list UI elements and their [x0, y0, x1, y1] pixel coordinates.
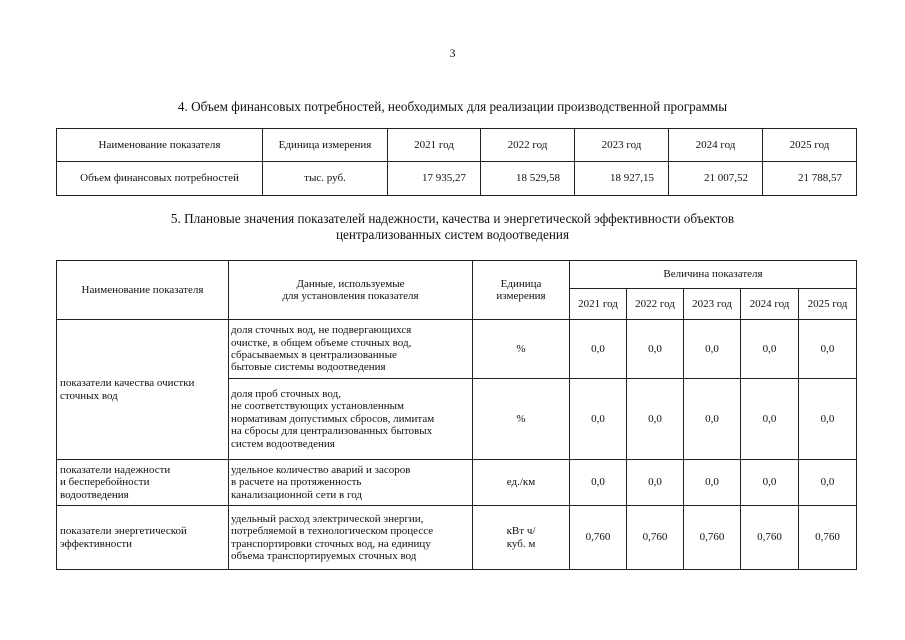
header-indicator-name: Наименование показателя [57, 129, 263, 162]
header-value-group: Величина показателя [570, 261, 857, 289]
header-year-2024: 2024 год [741, 289, 799, 320]
row-unit: кВт ч/ куб. м [473, 506, 570, 570]
value-2024: 0,0 [741, 379, 799, 460]
group-name-reliability: показатели надежности и бесперебойности водоотведения [57, 460, 229, 506]
row-unit: % [473, 320, 570, 379]
section-4-title: 4. Объем финансовых потребностей, необходимых для реализации производственной программы [177, 99, 728, 114]
value-2025: 0,0 [799, 379, 857, 460]
header-source-data [229, 261, 473, 320]
header-year-2023: 2023 год [575, 129, 669, 162]
header-year-2024: 2024 год [669, 129, 763, 162]
source-data-description: удельное количество аварий и засоров в расчете на протяженность канализационной сети в год [229, 460, 473, 506]
value-2024: 21 007,52 [669, 162, 763, 196]
header-year-2022: 2022 год [481, 129, 575, 162]
value-2024: 0,0 [741, 320, 799, 379]
value-2022: 0,0 [627, 379, 684, 460]
table-row [57, 320, 857, 379]
value-2022: 18 529,58 [481, 162, 575, 196]
source-data-description: доля проб сточных вод, не соответствующих установленным нормативам допустимых сбросов, лимитам на сбросы для централизованных бытовых систем водоотведения [229, 379, 473, 460]
header-year-2025: 2025 год [799, 289, 857, 320]
header-unit-line2: измерения [496, 290, 546, 302]
header-year-2021: 2021 год [570, 289, 627, 320]
group-name-energy: показатели энергетической эффективности [57, 506, 229, 570]
group-name-quality: показатели качества очистки сточных вод [57, 320, 229, 460]
header-year-2025: 2025 год [763, 129, 857, 162]
source-data-description: удельный расход электрической энергии, потребляемой в технологическом процессе транспортировки сточных вод, на единицу объема транспортируемых сточных вод [229, 506, 473, 570]
value-2021: 0,0 [570, 320, 627, 379]
value-2023: 0,0 [684, 320, 741, 379]
value-2022: 0,760 [627, 506, 684, 570]
value-2022: 0,0 [627, 320, 684, 379]
header-year-2022: 2022 год [627, 289, 684, 320]
value-2023: 0,0 [684, 379, 741, 460]
table-row [57, 506, 857, 570]
section-5-title-line1: 5. Плановые значения показателей надежности, качества и энергетической эффективности объектов [170, 211, 735, 226]
source-data-description: доля сточных вод, не подвергающихся очистке, в общем объеме сточных вод, сбрасываемых в централизованные бытовые системы водоотведения [229, 320, 473, 379]
section-5-title [0, 211, 905, 243]
value-2025: 0,760 [799, 506, 857, 570]
header-year-2023: 2023 год [684, 289, 741, 320]
indicators-table [56, 260, 857, 570]
row-unit: % [473, 379, 570, 460]
header-year-2021: 2021 год [388, 129, 481, 162]
header-unit: Единица измерения [263, 129, 388, 162]
header-unit-line1: Единица [500, 277, 542, 290]
value-2021: 0,760 [570, 506, 627, 570]
page-number: 3 [449, 46, 456, 60]
row-unit: ед./км [473, 460, 570, 506]
value-2021: 0,0 [570, 460, 627, 506]
header-source-data-line2: для установления показателя [282, 290, 419, 302]
section-5-title-line2: централизованных систем водоотведения [335, 227, 570, 242]
value-2024: 0,760 [741, 506, 799, 570]
value-2023: 18 927,15 [575, 162, 669, 196]
value-2025: 21 788,57 [763, 162, 857, 196]
row-indicator-name: Объем финансовых потребностей [57, 162, 263, 196]
row-unit: тыс. руб. [263, 162, 388, 196]
table-row [57, 460, 857, 506]
financial-needs-table [56, 128, 857, 196]
header-source-data-line1: Данные, используемые [296, 277, 405, 290]
header-unit [473, 261, 570, 320]
table-header-row [57, 261, 857, 289]
value-2023: 0,0 [684, 460, 741, 506]
value-2023: 0,760 [684, 506, 741, 570]
value-2024: 0,0 [741, 460, 799, 506]
table-header-row [57, 129, 857, 162]
value-2025: 0,0 [799, 460, 857, 506]
value-2022: 0,0 [627, 460, 684, 506]
value-2021: 0,0 [570, 379, 627, 460]
header-indicator-name: Наименование показателя [57, 261, 229, 320]
table-row [57, 162, 857, 196]
value-2025: 0,0 [799, 320, 857, 379]
value-2021: 17 935,27 [388, 162, 481, 196]
